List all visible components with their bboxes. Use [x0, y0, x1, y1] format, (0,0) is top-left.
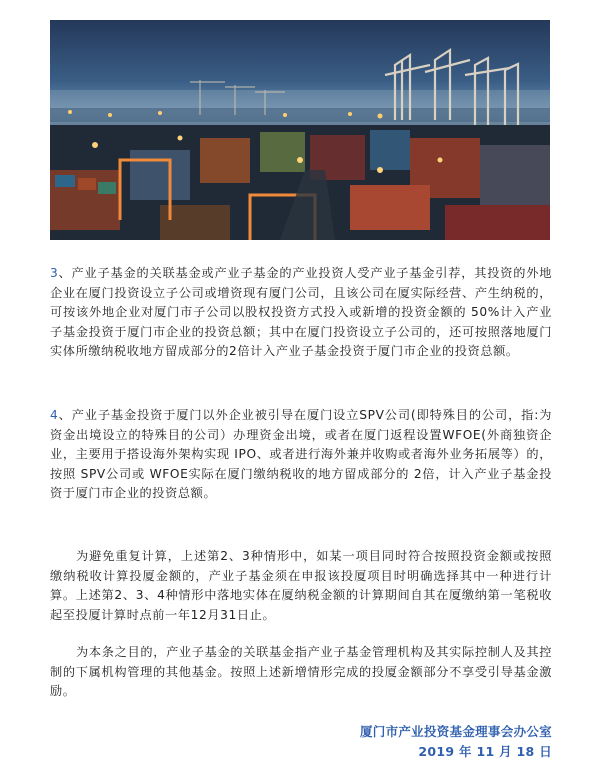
signature-organization: 厦门市产业投资基金理事会办公室 [359, 724, 552, 739]
paragraph-item-4 [50, 406, 552, 504]
item-number: 3 [50, 266, 59, 280]
signature-date: 2019 年 11 月 18 日 [418, 744, 552, 759]
hero-image-port [50, 20, 550, 240]
item-number: 4 [50, 408, 59, 422]
paragraph-related-fund-definition: 为本条之目的，产业子基金的关联基金指产业子基金管理机构及其实际控制人及其控制的下属机构管理的其他基金。按照上述新增情形完成的投厦金额部分不享受引导基金激励。 [50, 645, 552, 699]
paragraph-text: 、产业子基金投资于厦门以外企业被引导在厦门设立SPV公司(即特殊目的公司，指:为资金出境设立的特殊目的公司）办理资金出境，或者在厦门返程设置WFOE(外商独资企业，主要用于搭设海外架构实现 IPO、或者进行海外兼并收购或者海外业务拓展等）的，按照 SPV公司或 WFOE实际在厦门缴纳税收的地方留成部分的 2倍，计入产业子基金投资于厦门市企业的投资总额。 [50, 408, 552, 501]
port-illustration [50, 20, 550, 240]
paragraph-text: 、产业子基金的关联基金或产业子基金的产业投资人受产业子基金引荐，其投资的外地企业在厦门投资设立子公司或增资现有厦门公司，且该公司在厦实际经营、产生纳税的，可按该外地企业对厦门市子公司以股权投资方式投入或新增的投资金额的 50%计入产业子基金投资于厦门市企业的投资总额；其中在厦门投资设立子公司的，还可按照落地厦门实体所缴纳税收地方留成部分的2倍计入产业子基金投资于厦门市企业的投资总额。 [50, 266, 552, 359]
paragraph-item-3 [50, 264, 552, 362]
paragraph-avoid-double-count: 为避免重复计算，上述第2、3种情形中，如某一项目同时符合按照投资金额或按照缴纳税收计算投厦金额的，产业子基金须在申报该投厦项目时明确选择其中一种进行计算。上述第2、3、4种情形中落地实体在厦纳税金额的计算期间自其在厦缴纳第一笔税收起至投厦计算时点前一年12月31日止。 [50, 549, 552, 622]
